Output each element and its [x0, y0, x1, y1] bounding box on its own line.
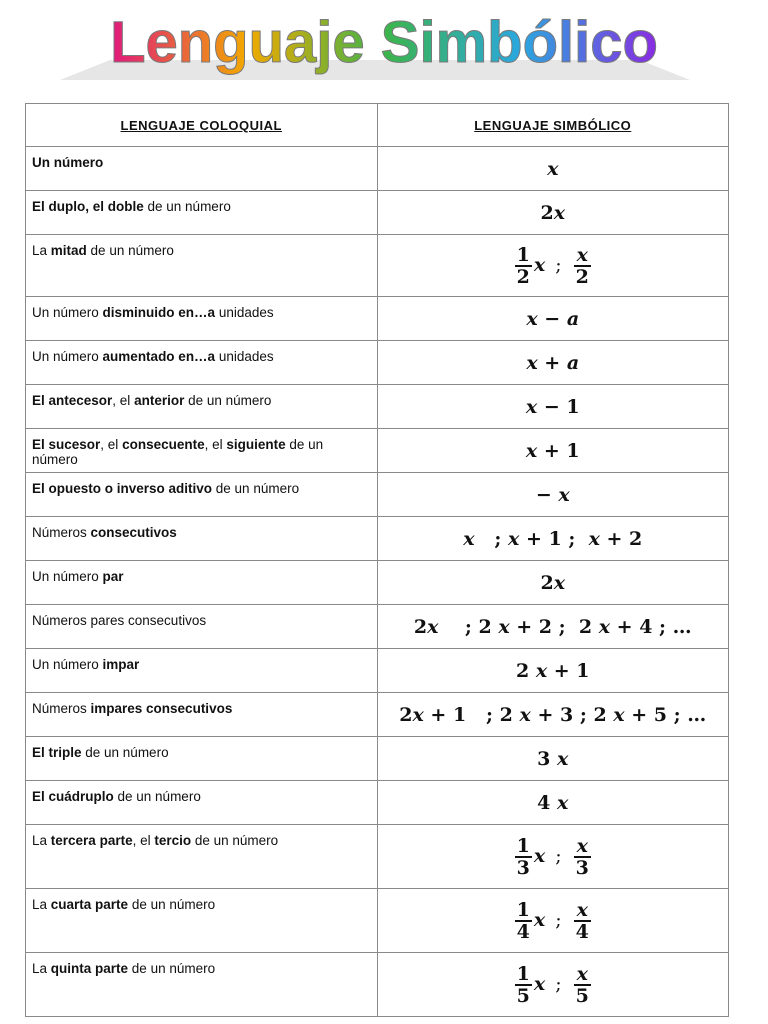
table-row	[26, 147, 729, 191]
coloquial-cell: El sucesor, el consecuente, el siguiente de un número	[26, 429, 378, 473]
simbolico-cell: x + 1	[377, 429, 729, 473]
table-row	[26, 473, 729, 517]
fraction-over-x: $\frac{x}{2}$	[575, 243, 589, 288]
coloquial-cell: El opuesto o inverso aditivo de un número	[26, 473, 378, 517]
table-row	[26, 781, 729, 825]
page-title-banner	[0, 0, 768, 96]
simbolico-cell: x − 1	[377, 385, 729, 429]
coloquial-cell: Números consecutivos	[26, 517, 378, 561]
fraction-coefficient: $\frac{1}{5}$	[516, 962, 530, 1007]
simbolico-cell: 2x + 1 ; 2 x + 3 ; 2 x + 5 ; …	[377, 693, 729, 737]
simbolico-cell: 2x	[377, 191, 729, 235]
simbolico-cell: $\frac{1}{2}$ x ; $\frac{x}{2}$	[377, 235, 729, 297]
simbolico-cell: 2x ; 2 x + 2 ; 2 x + 4 ; …	[377, 605, 729, 649]
coloquial-cell: El antecesor, el anterior de un número	[26, 385, 378, 429]
table-row	[26, 605, 729, 649]
coloquial-cell: Un número par	[26, 561, 378, 605]
table-row	[26, 561, 729, 605]
table-header-row	[26, 104, 729, 147]
table-row	[26, 649, 729, 693]
fraction-coefficient: $\frac{1}{2}$	[516, 243, 530, 288]
fraction-coefficient: $\frac{1}{3}$	[516, 834, 530, 879]
table-row	[26, 235, 729, 297]
coloquial-cell: La quinta parte de un número	[26, 953, 378, 1017]
coloquial-cell: Un número aumentado en…a unidades	[26, 341, 378, 385]
coloquial-cell: Números impares consecutivos	[26, 693, 378, 737]
simbolico-cell: $\frac{1}{3}$ x ; $\frac{x}{3}$	[377, 825, 729, 889]
fraction-over-x: $\frac{x}{3}$	[575, 834, 589, 879]
simbolico-cell: − x	[377, 473, 729, 517]
table-row	[26, 889, 729, 953]
header-coloquial: LENGUAJE COLOQUIAL	[26, 104, 378, 147]
table-row	[26, 953, 729, 1017]
coloquial-cell: El triple de un número	[26, 737, 378, 781]
fraction-over-x: $\frac{x}{5}$	[575, 962, 589, 1007]
simbolico-cell: x	[377, 147, 729, 191]
coloquial-cell: El cuádruplo de un número	[26, 781, 378, 825]
simbolico-cell: x − a	[377, 297, 729, 341]
simbolico-cell: 3 x	[377, 737, 729, 781]
simbolico-cell: 2 x + 1	[377, 649, 729, 693]
simbolico-cell: $\frac{1}{4}$ x ; $\frac{x}{4}$	[377, 889, 729, 953]
table-row	[26, 693, 729, 737]
table-row	[26, 517, 729, 561]
table-row	[26, 191, 729, 235]
coloquial-cell: La mitad de un número	[26, 235, 378, 297]
simbolico-cell: x + a	[377, 341, 729, 385]
coloquial-cell: El duplo, el doble de un número	[26, 191, 378, 235]
coloquial-cell: Un número disminuido en…a unidades	[26, 297, 378, 341]
simbolico-cell: 4 x	[377, 781, 729, 825]
page-title: Lenguaje Simbólico	[110, 10, 658, 75]
fraction-coefficient: $\frac{1}{4}$	[516, 898, 530, 943]
table-row	[26, 385, 729, 429]
coloquial-cell: Números pares consecutivos	[26, 605, 378, 649]
coloquial-cell: Un número	[26, 147, 378, 191]
title-graphic	[0, 0, 768, 96]
simbolico-cell: $\frac{1}{5}$ x ; $\frac{x}{5}$	[377, 953, 729, 1017]
table-row	[26, 341, 729, 385]
table-row	[26, 297, 729, 341]
coloquial-cell: La cuarta parte de un número	[26, 889, 378, 953]
table-row	[26, 737, 729, 781]
fraction-over-x: $\frac{x}{4}$	[575, 898, 589, 943]
table-row	[26, 825, 729, 889]
header-simbolico: LENGUAJE SIMBÓLICO	[377, 104, 729, 147]
simbolico-cell: 2x	[377, 561, 729, 605]
coloquial-cell: Un número impar	[26, 649, 378, 693]
table-row	[26, 429, 729, 473]
simbolico-cell: x ; x + 1 ; x + 2	[377, 517, 729, 561]
translation-table	[25, 103, 729, 1017]
coloquial-cell: La tercera parte, el tercio de un número	[26, 825, 378, 889]
